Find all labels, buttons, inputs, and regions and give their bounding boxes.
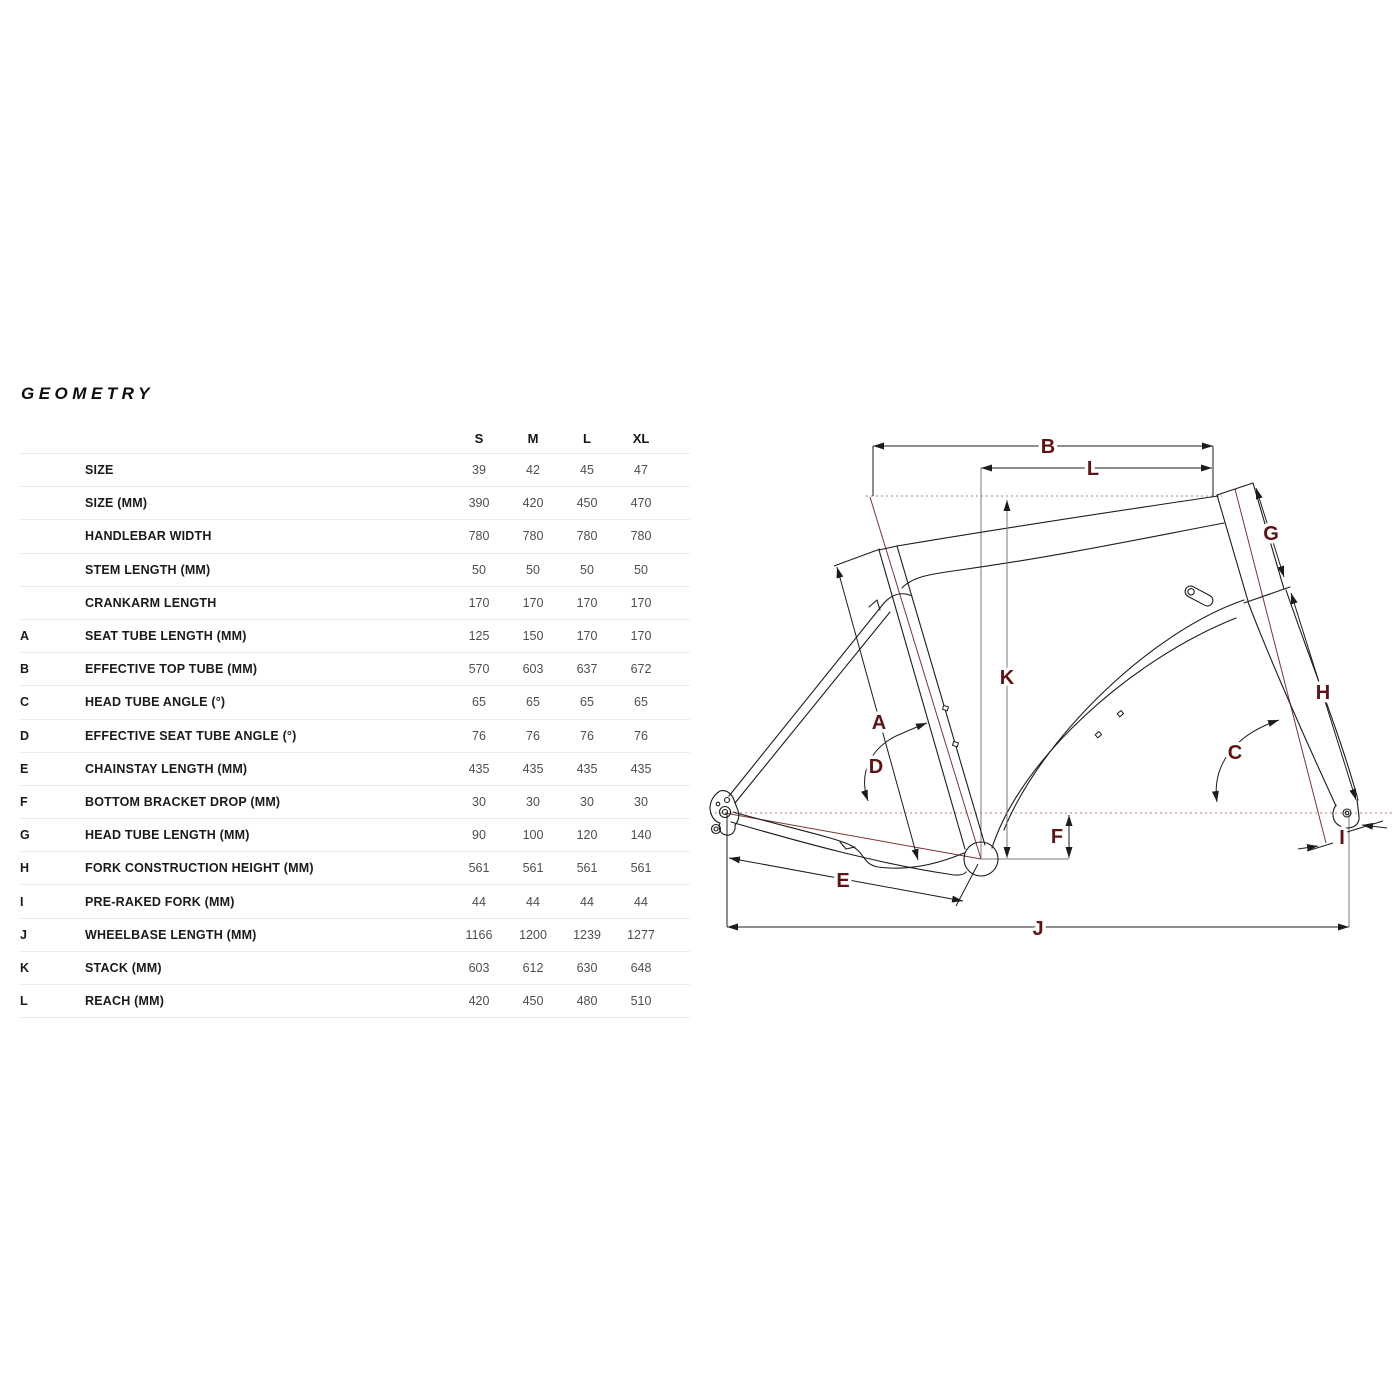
row-label: HEAD TUBE LENGTH (MM) — [85, 828, 250, 843]
row-value-xl: 76 — [634, 728, 648, 743]
row-value-s: 1166 — [465, 927, 493, 942]
dim-label-H: H — [1315, 682, 1331, 704]
row-value-l: 30 — [580, 794, 594, 809]
row-value-s: 76 — [472, 728, 486, 743]
row-value-l: 1239 — [573, 927, 601, 942]
row-value-l: 480 — [576, 994, 598, 1009]
down-tube-badge — [1183, 584, 1215, 608]
table-row — [20, 952, 690, 985]
row-letter: K — [20, 960, 30, 975]
table-row — [20, 985, 690, 1018]
dim-label-A: A — [871, 712, 887, 734]
dim-label-J: J — [1032, 918, 1044, 940]
row-value-s: 50 — [472, 562, 486, 577]
row-value-xl: 561 — [630, 861, 652, 876]
table-row — [20, 454, 690, 487]
row-value-m: 450 — [522, 994, 544, 1009]
row-letter: L — [20, 994, 28, 1009]
table-row — [20, 885, 690, 918]
dim-label-E: E — [836, 870, 850, 892]
row-value-s: 390 — [468, 496, 490, 511]
row-value-l: 170 — [576, 595, 598, 610]
row-value-l: 50 — [580, 562, 594, 577]
row-letter: C — [20, 695, 30, 710]
row-value-l: 170 — [576, 629, 598, 644]
dim-label-I: I — [1339, 827, 1345, 849]
row-value-l: 65 — [580, 695, 594, 710]
row-value-xl: 1277 — [627, 927, 655, 942]
row-value-l: 780 — [576, 529, 598, 544]
row-label: SIZE (MM) — [85, 496, 148, 511]
dim-labels — [836, 436, 1344, 940]
size-header-row — [20, 424, 690, 454]
row-value-s: 90 — [472, 828, 486, 843]
row-value-s: 435 — [468, 761, 490, 776]
row-value-xl: 140 — [630, 828, 652, 843]
row-label: PRE-RAKED FORK (MM) — [85, 894, 235, 909]
row-value-m: 435 — [522, 761, 544, 776]
row-value-xl: 648 — [630, 960, 652, 975]
row-label: STACK (MM) — [85, 960, 162, 975]
row-label: HEAD TUBE ANGLE (°) — [85, 695, 226, 710]
row-value-m: 42 — [526, 463, 540, 478]
row-value-m: 420 — [522, 496, 544, 511]
row-letter: I — [20, 894, 24, 909]
row-value-s: 39 — [472, 463, 486, 478]
geometry-table — [20, 424, 690, 1018]
row-value-m: 1200 — [519, 927, 547, 942]
row-value-xl: 780 — [630, 529, 652, 544]
dim-label-C: C — [1227, 742, 1243, 764]
row-value-l: 120 — [576, 828, 598, 843]
dim-label-F: F — [1050, 826, 1064, 848]
table-row — [20, 686, 690, 719]
row-value-l: 435 — [576, 761, 598, 776]
table-row — [20, 819, 690, 852]
row-value-s: 125 — [468, 629, 490, 644]
row-value-xl: 44 — [634, 894, 648, 909]
row-value-s: 561 — [468, 861, 490, 876]
row-value-s: 603 — [468, 960, 490, 975]
row-value-m: 561 — [522, 861, 544, 876]
row-letter: A — [20, 629, 30, 644]
row-letter: H — [20, 861, 30, 876]
table-row — [20, 919, 690, 952]
table-row — [20, 520, 690, 553]
dim-label-B: B — [1040, 436, 1056, 458]
row-label: FORK CONSTRUCTION HEIGHT (MM) — [85, 861, 314, 876]
row-value-xl: 47 — [634, 463, 648, 478]
row-value-m: 170 — [522, 595, 544, 610]
row-label: REACH (MM) — [85, 994, 165, 1009]
row-value-s: 65 — [472, 695, 486, 710]
row-label: CHAINSTAY LENGTH (MM) — [85, 761, 248, 776]
row-value-s: 170 — [468, 595, 490, 610]
row-value-l: 630 — [576, 960, 598, 975]
row-label: STEM LENGTH (MM) — [85, 562, 211, 577]
row-value-xl: 470 — [630, 496, 652, 511]
table-row — [20, 720, 690, 753]
row-label: SEAT TUBE LENGTH (MM) — [85, 629, 247, 644]
row-value-s: 780 — [468, 529, 490, 544]
row-value-m: 603 — [522, 662, 544, 677]
row-letter: G — [20, 828, 30, 843]
row-letter: B — [20, 662, 30, 677]
size-header-xl: XL — [632, 431, 650, 446]
row-value-m: 780 — [522, 529, 544, 544]
row-value-xl: 65 — [634, 695, 648, 710]
row-letter: J — [20, 927, 27, 942]
construction-lines — [710, 468, 1394, 927]
bike-frame-outline — [710, 483, 1359, 876]
frame-geometry-diagram — [700, 420, 1400, 980]
dim-label-D: D — [868, 756, 884, 778]
table-row — [20, 587, 690, 620]
row-value-xl: 672 — [630, 662, 652, 677]
row-value-m: 76 — [526, 728, 540, 743]
dim-label-L: L — [1086, 458, 1100, 480]
row-value-m: 150 — [522, 629, 544, 644]
size-header-l: L — [583, 431, 591, 446]
row-letter: E — [20, 761, 29, 776]
table-row — [20, 653, 690, 686]
table-row — [20, 852, 690, 885]
row-label: BOTTOM BRACKET DROP (MM) — [85, 794, 281, 809]
row-label: SIZE — [85, 463, 114, 478]
row-value-l: 561 — [576, 861, 598, 876]
row-letter: D — [20, 728, 30, 743]
row-value-s: 420 — [468, 994, 490, 1009]
size-header-s: S — [474, 431, 484, 446]
row-label: EFFECTIVE TOP TUBE (MM) — [85, 662, 258, 677]
dimension-lines — [727, 446, 1387, 927]
dim-label-G: G — [1263, 523, 1279, 545]
page-title: GEOMETRY — [21, 384, 154, 403]
row-value-m: 30 — [526, 794, 540, 809]
row-value-m: 612 — [522, 960, 544, 975]
row-value-l: 44 — [580, 894, 594, 909]
row-value-xl: 510 — [630, 994, 652, 1009]
dim-label-K: K — [999, 667, 1015, 689]
row-value-l: 45 — [580, 463, 594, 478]
row-value-m: 100 — [522, 828, 544, 843]
row-value-xl: 170 — [630, 595, 652, 610]
row-value-s: 570 — [468, 662, 490, 677]
row-value-xl: 50 — [634, 562, 648, 577]
row-value-s: 30 — [472, 794, 486, 809]
table-row — [20, 753, 690, 786]
row-label: WHEELBASE LENGTH (MM) — [85, 927, 257, 942]
row-value-l: 76 — [580, 728, 594, 743]
table-row — [20, 620, 690, 653]
table-row — [20, 786, 690, 819]
row-value-l: 450 — [576, 496, 598, 511]
row-label: CRANKARM LENGTH — [85, 595, 217, 610]
table-row — [20, 487, 690, 520]
row-value-m: 44 — [526, 894, 540, 909]
row-value-m: 65 — [526, 695, 540, 710]
row-value-xl: 435 — [630, 761, 652, 776]
row-value-s: 44 — [472, 894, 486, 909]
row-value-m: 50 — [526, 562, 540, 577]
row-value-xl: 170 — [630, 629, 652, 644]
row-letter: F — [20, 794, 28, 809]
size-header-m: M — [527, 431, 539, 446]
row-value-l: 637 — [576, 662, 598, 677]
table-row — [20, 554, 690, 587]
row-label: EFFECTIVE SEAT TUBE ANGLE (°) — [85, 728, 297, 743]
row-label: HANDLEBAR WIDTH — [85, 529, 212, 544]
row-value-xl: 30 — [634, 794, 648, 809]
